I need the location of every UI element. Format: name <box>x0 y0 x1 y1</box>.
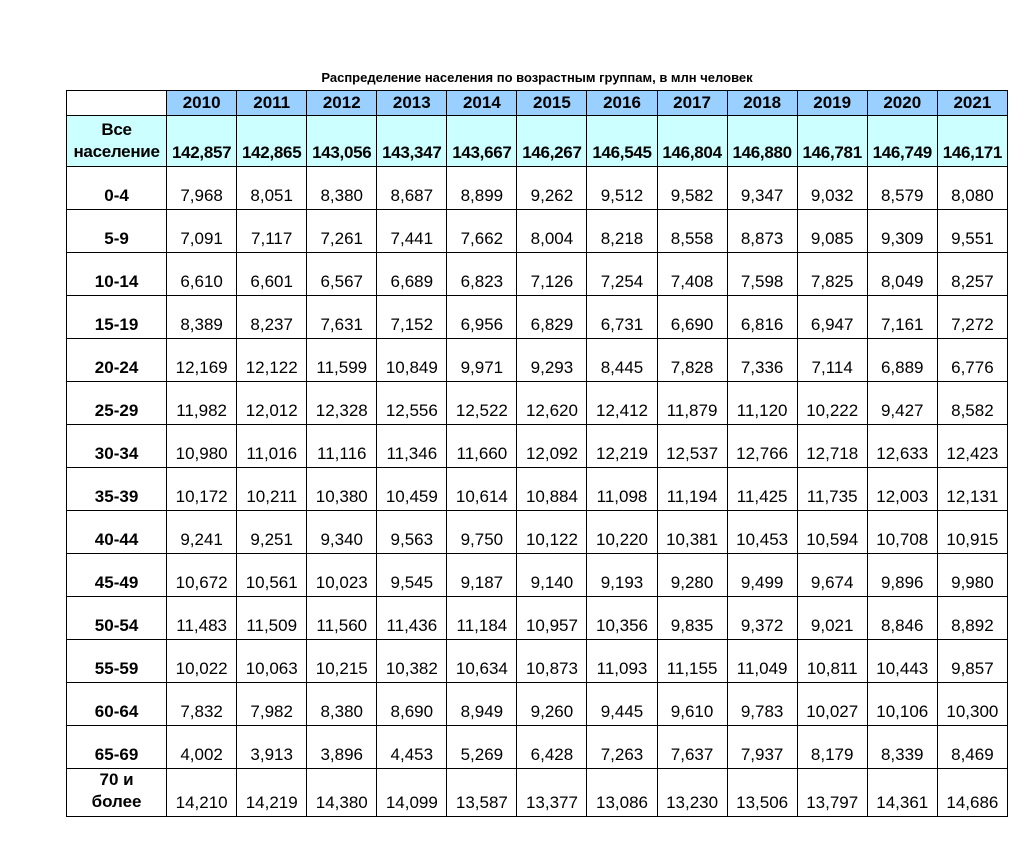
value-cell: 10,443 <box>867 640 937 683</box>
value-cell: 8,389 <box>167 296 237 339</box>
value-cell: 13,797 <box>797 769 867 817</box>
year-header: 2017 <box>657 91 727 116</box>
value-cell: 14,380 <box>307 769 377 817</box>
value-cell: 13,506 <box>727 769 797 817</box>
value-cell: 9,280 <box>657 554 727 597</box>
age-group-label: 35-39 <box>67 468 167 511</box>
table-row <box>67 253 1008 296</box>
value-cell: 6,947 <box>797 296 867 339</box>
value-cell: 10,023 <box>307 554 377 597</box>
year-header: 2015 <box>517 91 587 116</box>
value-cell: 6,428 <box>517 726 587 769</box>
total-value-cell: 146,781 <box>797 116 867 167</box>
year-header: 2010 <box>167 91 237 116</box>
value-cell: 10,672 <box>167 554 237 597</box>
corner-cell <box>67 91 167 116</box>
value-cell: 12,003 <box>867 468 937 511</box>
value-cell: 9,551 <box>937 210 1007 253</box>
value-cell: 9,140 <box>517 554 587 597</box>
value-cell: 10,300 <box>937 683 1007 726</box>
value-cell: 10,561 <box>237 554 307 597</box>
total-value-cell: 146,749 <box>867 116 937 167</box>
value-cell: 7,598 <box>727 253 797 296</box>
total-value-cell: 146,880 <box>727 116 797 167</box>
value-cell: 11,660 <box>447 425 517 468</box>
total-row <box>67 116 1008 167</box>
value-cell: 7,825 <box>797 253 867 296</box>
value-cell: 12,131 <box>937 468 1007 511</box>
value-cell: 4,453 <box>377 726 447 769</box>
value-cell: 7,336 <box>727 339 797 382</box>
value-cell: 9,750 <box>447 511 517 554</box>
value-cell: 10,222 <box>797 382 867 425</box>
value-cell: 9,674 <box>797 554 867 597</box>
value-cell: 8,579 <box>867 167 937 210</box>
value-cell: 10,614 <box>447 468 517 511</box>
value-cell: 10,382 <box>377 640 447 683</box>
total-value-cell: 146,267 <box>517 116 587 167</box>
value-cell: 8,051 <box>237 167 307 210</box>
value-cell: 6,610 <box>167 253 237 296</box>
value-cell: 10,022 <box>167 640 237 683</box>
value-cell: 10,122 <box>517 511 587 554</box>
age-group-label: 60-64 <box>67 683 167 726</box>
value-cell: 14,219 <box>237 769 307 817</box>
total-label-line1: Все <box>101 120 132 139</box>
total-label-line2: население <box>73 142 160 161</box>
value-cell: 9,347 <box>727 167 797 210</box>
value-cell: 6,823 <box>447 253 517 296</box>
age-group-label: 40-44 <box>67 511 167 554</box>
value-cell: 7,968 <box>167 167 237 210</box>
value-cell: 11,346 <box>377 425 447 468</box>
value-cell: 10,106 <box>867 683 937 726</box>
value-cell: 14,361 <box>867 769 937 817</box>
total-value-cell: 143,056 <box>307 116 377 167</box>
value-cell: 8,237 <box>237 296 307 339</box>
value-cell: 12,556 <box>377 382 447 425</box>
value-cell: 8,179 <box>797 726 867 769</box>
age-group-label: 25-29 <box>67 382 167 425</box>
value-cell: 11,982 <box>167 382 237 425</box>
value-cell: 9,085 <box>797 210 867 253</box>
value-cell: 11,184 <box>447 597 517 640</box>
value-cell: 9,445 <box>587 683 657 726</box>
total-value-cell: 146,804 <box>657 116 727 167</box>
last-label-line2: более <box>91 792 142 811</box>
age-group-label: 55-59 <box>67 640 167 683</box>
value-cell: 12,423 <box>937 425 1007 468</box>
total-value-cell: 143,667 <box>447 116 517 167</box>
value-cell: 9,835 <box>657 597 727 640</box>
value-cell: 8,380 <box>307 167 377 210</box>
value-cell: 11,016 <box>237 425 307 468</box>
year-header: 2016 <box>587 91 657 116</box>
value-cell: 8,445 <box>587 339 657 382</box>
value-cell: 9,499 <box>727 554 797 597</box>
value-cell: 6,829 <box>517 296 587 339</box>
value-cell: 6,601 <box>237 253 307 296</box>
value-cell: 11,120 <box>727 382 797 425</box>
table-row <box>67 726 1008 769</box>
value-cell: 9,582 <box>657 167 727 210</box>
last-label-line1: 70 и <box>99 770 134 789</box>
age-group-label <box>67 769 167 817</box>
value-cell: 11,049 <box>727 640 797 683</box>
value-cell: 10,063 <box>237 640 307 683</box>
value-cell: 6,690 <box>657 296 727 339</box>
total-value-cell: 142,865 <box>237 116 307 167</box>
value-cell: 10,172 <box>167 468 237 511</box>
value-cell: 10,849 <box>377 339 447 382</box>
value-cell: 14,210 <box>167 769 237 817</box>
value-cell: 7,254 <box>587 253 657 296</box>
age-group-label: 45-49 <box>67 554 167 597</box>
value-cell: 8,257 <box>937 253 1007 296</box>
population-table <box>66 90 1008 817</box>
value-cell: 12,219 <box>587 425 657 468</box>
table-row <box>67 339 1008 382</box>
value-cell: 12,537 <box>657 425 727 468</box>
value-cell: 10,634 <box>447 640 517 683</box>
total-value-cell: 146,171 <box>937 116 1007 167</box>
value-cell: 7,152 <box>377 296 447 339</box>
value-cell: 8,380 <box>307 683 377 726</box>
year-header: 2020 <box>867 91 937 116</box>
value-cell: 8,687 <box>377 167 447 210</box>
value-cell: 9,512 <box>587 167 657 210</box>
value-cell: 8,080 <box>937 167 1007 210</box>
value-cell: 6,956 <box>447 296 517 339</box>
year-header: 2019 <box>797 91 867 116</box>
value-cell: 10,873 <box>517 640 587 683</box>
value-cell: 12,169 <box>167 339 237 382</box>
value-cell: 7,662 <box>447 210 517 253</box>
value-cell: 7,117 <box>237 210 307 253</box>
value-cell: 10,708 <box>867 511 937 554</box>
total-value-cell: 142,857 <box>167 116 237 167</box>
table-row <box>67 554 1008 597</box>
year-header: 2013 <box>377 91 447 116</box>
value-cell: 8,892 <box>937 597 1007 640</box>
value-cell: 9,251 <box>237 511 307 554</box>
value-cell: 8,873 <box>727 210 797 253</box>
value-cell: 10,381 <box>657 511 727 554</box>
value-cell: 4,002 <box>167 726 237 769</box>
value-cell: 10,811 <box>797 640 867 683</box>
value-cell: 13,230 <box>657 769 727 817</box>
value-cell: 11,879 <box>657 382 727 425</box>
value-cell: 11,735 <box>797 468 867 511</box>
value-cell: 12,633 <box>867 425 937 468</box>
value-cell: 9,260 <box>517 683 587 726</box>
value-cell: 9,372 <box>727 597 797 640</box>
value-cell: 7,091 <box>167 210 237 253</box>
value-cell: 6,889 <box>867 339 937 382</box>
age-group-label: 50-54 <box>67 597 167 640</box>
year-header: 2011 <box>237 91 307 116</box>
table-row <box>67 597 1008 640</box>
value-cell: 9,187 <box>447 554 517 597</box>
value-cell: 9,980 <box>937 554 1007 597</box>
value-cell: 10,215 <box>307 640 377 683</box>
value-cell: 10,884 <box>517 468 587 511</box>
value-cell: 12,328 <box>307 382 377 425</box>
value-cell: 7,982 <box>237 683 307 726</box>
value-cell: 12,522 <box>447 382 517 425</box>
table-row <box>67 468 1008 511</box>
total-row-label <box>67 116 167 167</box>
value-cell: 11,093 <box>587 640 657 683</box>
value-cell: 9,545 <box>377 554 447 597</box>
value-cell: 11,560 <box>307 597 377 640</box>
value-cell: 10,459 <box>377 468 447 511</box>
value-cell: 8,049 <box>867 253 937 296</box>
value-cell: 11,483 <box>167 597 237 640</box>
value-cell: 10,957 <box>517 597 587 640</box>
table-row <box>67 425 1008 468</box>
value-cell: 8,469 <box>937 726 1007 769</box>
value-cell: 10,211 <box>237 468 307 511</box>
value-cell: 9,032 <box>797 167 867 210</box>
value-cell: 9,340 <box>307 511 377 554</box>
table-title: Распределение населения по возрастным группам, в млн человек <box>321 70 753 85</box>
value-cell: 14,099 <box>377 769 447 817</box>
value-cell: 10,980 <box>167 425 237 468</box>
value-cell: 12,718 <box>797 425 867 468</box>
value-cell: 9,563 <box>377 511 447 554</box>
value-cell: 11,436 <box>377 597 447 640</box>
value-cell: 10,453 <box>727 511 797 554</box>
year-header: 2014 <box>447 91 517 116</box>
value-cell: 9,241 <box>167 511 237 554</box>
value-cell: 6,567 <box>307 253 377 296</box>
value-cell: 5,269 <box>447 726 517 769</box>
year-header: 2021 <box>937 91 1007 116</box>
value-cell: 7,408 <box>657 253 727 296</box>
age-group-label: 20-24 <box>67 339 167 382</box>
value-cell: 9,293 <box>517 339 587 382</box>
value-cell: 14,686 <box>937 769 1007 817</box>
value-cell: 3,913 <box>237 726 307 769</box>
value-cell: 11,425 <box>727 468 797 511</box>
value-cell: 6,776 <box>937 339 1007 382</box>
value-cell: 9,783 <box>727 683 797 726</box>
value-cell: 11,599 <box>307 339 377 382</box>
value-cell: 9,021 <box>797 597 867 640</box>
value-cell: 10,594 <box>797 511 867 554</box>
value-cell: 12,412 <box>587 382 657 425</box>
value-cell: 7,272 <box>937 296 1007 339</box>
value-cell: 12,620 <box>517 382 587 425</box>
value-cell: 7,263 <box>587 726 657 769</box>
value-cell: 9,971 <box>447 339 517 382</box>
value-cell: 10,356 <box>587 597 657 640</box>
table-row <box>67 640 1008 683</box>
table-row-70-plus <box>67 769 1008 817</box>
value-cell: 7,161 <box>867 296 937 339</box>
value-cell: 12,122 <box>237 339 307 382</box>
value-cell: 13,086 <box>587 769 657 817</box>
value-cell: 7,832 <box>167 683 237 726</box>
value-cell: 11,194 <box>657 468 727 511</box>
table-row <box>67 382 1008 425</box>
value-cell: 7,261 <box>307 210 377 253</box>
value-cell: 10,915 <box>937 511 1007 554</box>
value-cell: 9,262 <box>517 167 587 210</box>
value-cell: 11,116 <box>307 425 377 468</box>
value-cell: 7,631 <box>307 296 377 339</box>
value-cell: 6,816 <box>727 296 797 339</box>
value-cell: 7,114 <box>797 339 867 382</box>
value-cell: 9,309 <box>867 210 937 253</box>
value-cell: 9,857 <box>937 640 1007 683</box>
value-cell: 11,098 <box>587 468 657 511</box>
value-cell: 10,220 <box>587 511 657 554</box>
value-cell: 9,896 <box>867 554 937 597</box>
value-cell: 9,427 <box>867 382 937 425</box>
table-row <box>67 167 1008 210</box>
value-cell: 8,899 <box>447 167 517 210</box>
value-cell: 11,509 <box>237 597 307 640</box>
age-group-label: 5-9 <box>67 210 167 253</box>
value-cell: 10,027 <box>797 683 867 726</box>
age-group-label: 10-14 <box>67 253 167 296</box>
value-cell: 8,558 <box>657 210 727 253</box>
value-cell: 11,155 <box>657 640 727 683</box>
year-header: 2012 <box>307 91 377 116</box>
value-cell: 13,377 <box>517 769 587 817</box>
value-cell: 7,441 <box>377 210 447 253</box>
value-cell: 12,766 <box>727 425 797 468</box>
value-cell: 12,092 <box>517 425 587 468</box>
value-cell: 3,896 <box>307 726 377 769</box>
value-cell: 8,218 <box>587 210 657 253</box>
age-group-label: 30-34 <box>67 425 167 468</box>
value-cell: 8,582 <box>937 382 1007 425</box>
value-cell: 8,690 <box>377 683 447 726</box>
value-cell: 6,731 <box>587 296 657 339</box>
value-cell: 8,846 <box>867 597 937 640</box>
value-cell: 8,004 <box>517 210 587 253</box>
value-cell: 8,339 <box>867 726 937 769</box>
age-group-label: 15-19 <box>67 296 167 339</box>
table-row <box>67 683 1008 726</box>
value-cell: 10,380 <box>307 468 377 511</box>
total-value-cell: 143,347 <box>377 116 447 167</box>
table-row <box>67 296 1008 339</box>
value-cell: 13,587 <box>447 769 517 817</box>
value-cell: 8,949 <box>447 683 517 726</box>
table-row <box>67 511 1008 554</box>
value-cell: 7,637 <box>657 726 727 769</box>
total-value-cell: 146,545 <box>587 116 657 167</box>
value-cell: 6,689 <box>377 253 447 296</box>
value-cell: 9,610 <box>657 683 727 726</box>
age-group-label: 65-69 <box>67 726 167 769</box>
year-header: 2018 <box>727 91 797 116</box>
value-cell: 7,828 <box>657 339 727 382</box>
table-row <box>67 210 1008 253</box>
value-cell: 12,012 <box>237 382 307 425</box>
value-cell: 9,193 <box>587 554 657 597</box>
value-cell: 7,937 <box>727 726 797 769</box>
value-cell: 7,126 <box>517 253 587 296</box>
header-row <box>67 91 1008 116</box>
age-group-label: 0-4 <box>67 167 167 210</box>
